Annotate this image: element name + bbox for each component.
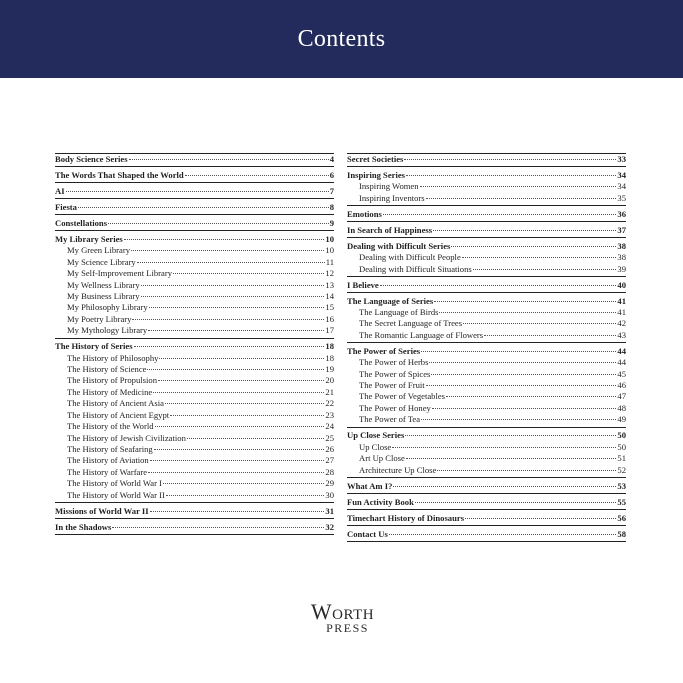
- toc-entry-title: The Power of Spices: [359, 368, 431, 379]
- dot-leader: [134, 346, 325, 347]
- dot-leader: [108, 223, 329, 224]
- toc-entry-title: Inspiring Inventors: [359, 192, 425, 203]
- toc-subentry: [347, 330, 626, 341]
- toc-page-number: 32: [325, 521, 334, 532]
- toc-page-number: 39: [617, 263, 626, 274]
- toc-page-number: 52: [617, 464, 626, 475]
- toc-entry-title: The History of World War II: [67, 489, 165, 500]
- toc-entry-title: Up Close: [359, 441, 392, 452]
- dot-leader: [137, 262, 325, 263]
- dot-leader: [158, 380, 324, 381]
- toc-page-number: 56: [617, 512, 626, 523]
- toc-entry-title: The History of Medicine: [67, 386, 153, 397]
- dot-leader: [465, 518, 616, 519]
- section-rule: [347, 541, 626, 542]
- toc-page-number: 42: [617, 318, 626, 329]
- toc-entry-title: Timechart History of Dinosaurs: [347, 512, 465, 523]
- toc-entry-title: Fun Activity Book: [347, 496, 414, 507]
- toc-page-number: 38: [617, 252, 626, 263]
- toc-section-entry: [347, 346, 626, 357]
- dot-leader: [406, 175, 616, 176]
- toc-subentry: [55, 291, 334, 302]
- toc-section-entry: [55, 234, 334, 245]
- toc-subentry: [347, 465, 626, 476]
- toc-section-entry: [55, 341, 334, 352]
- dot-leader: [147, 369, 324, 370]
- dot-leader: [389, 534, 617, 535]
- toc-page-number: 41: [617, 295, 626, 306]
- logo-rest: ORTH: [332, 607, 375, 623]
- dot-leader: [406, 458, 617, 459]
- dot-leader: [426, 385, 617, 386]
- toc-entry-title: Body Science Series: [55, 154, 128, 164]
- toc-entry-title: The History of the World: [67, 421, 154, 432]
- dot-leader: [439, 312, 616, 313]
- toc-entry-title: What Am I?: [347, 480, 393, 491]
- section-rule: [347, 427, 626, 428]
- toc-subentry: [347, 181, 626, 192]
- toc-section-entry: [347, 481, 626, 492]
- toc-section-entry: [347, 296, 626, 307]
- toc-entry-title: Fiesta: [55, 202, 77, 212]
- toc-subentry: [55, 490, 334, 501]
- toc-page-number: 50: [617, 430, 626, 441]
- dot-leader: [431, 374, 616, 375]
- toc-entry-title: Dealing with Difficult People: [359, 252, 461, 263]
- toc-subentry: [55, 421, 334, 432]
- toc-entry-title: My Self-Improvement Library: [67, 268, 173, 279]
- section-rule: [55, 502, 334, 503]
- toc-section-entry: [55, 218, 334, 229]
- dot-leader: [148, 472, 324, 473]
- toc-subentry: [55, 444, 334, 455]
- contents-header: [0, 0, 683, 78]
- toc-subentry: [347, 414, 626, 425]
- toc-subentry: [55, 314, 334, 325]
- toc-entry-title: Dealing with Difficult Series: [347, 240, 451, 251]
- dot-leader: [433, 230, 616, 231]
- section-rule: [347, 509, 626, 510]
- toc-entry-title: Architecture Up Close: [359, 464, 437, 475]
- section-rule: [347, 221, 626, 222]
- toc-entry-title: The Power of Vegetables: [359, 391, 445, 402]
- toc-page-number: 16: [325, 313, 334, 324]
- toc-page-number: 10: [325, 234, 334, 244]
- toc-subentry: [347, 391, 626, 402]
- dot-leader: [159, 358, 324, 359]
- section-rule: [347, 292, 626, 293]
- toc-page-number: 35: [617, 192, 626, 203]
- toc-entry-title: Art Up Close: [359, 453, 405, 464]
- toc-page-number: 58: [617, 528, 626, 539]
- section-rule: [347, 205, 626, 206]
- toc-page-number: 21: [325, 386, 334, 397]
- toc-page-number: 17: [325, 325, 334, 336]
- toc-column-right: [347, 153, 626, 542]
- dot-leader: [405, 435, 616, 436]
- dot-leader: [392, 447, 616, 448]
- toc-entry-title: Missions of World War II: [55, 505, 149, 516]
- toc-subentry: [55, 268, 334, 279]
- section-rule: [55, 198, 334, 199]
- toc-page-number: 38: [617, 240, 626, 251]
- section-rule: [55, 182, 334, 183]
- toc-subentry: [347, 357, 626, 368]
- dot-leader: [153, 392, 324, 393]
- toc-subentry: [55, 410, 334, 421]
- dot-leader: [187, 438, 325, 439]
- toc-page-number: 24: [325, 421, 334, 432]
- dot-leader: [446, 396, 616, 397]
- toc-entry-title: The History of Series: [55, 341, 133, 352]
- dot-leader: [426, 198, 617, 199]
- page-title: Contents: [297, 25, 386, 52]
- dot-leader: [383, 214, 617, 215]
- toc-page-number: 26: [325, 443, 334, 454]
- dot-leader: [420, 186, 617, 187]
- toc-page-number: 36: [617, 208, 626, 219]
- toc-page-number: 8: [329, 202, 334, 212]
- section-rule: [347, 493, 626, 494]
- section-rule: [55, 214, 334, 215]
- toc-entry-title: The History of Warfare: [67, 466, 148, 477]
- toc-subentry: [55, 302, 334, 313]
- toc-page-number: 10: [325, 245, 334, 256]
- dot-leader: [484, 335, 616, 336]
- toc-page-number: 41: [617, 307, 626, 318]
- dot-leader: [78, 207, 329, 208]
- toc-entry-title: The Power of Fruit: [359, 380, 425, 391]
- dot-leader: [429, 362, 616, 363]
- toc-subentry: [55, 364, 334, 375]
- toc-page-number: 18: [325, 352, 334, 363]
- toc-subentry: [347, 307, 626, 318]
- toc-page-number: 31: [325, 505, 334, 516]
- toc-section-entry: [55, 522, 334, 533]
- toc-section-entry: [347, 529, 626, 540]
- dot-leader: [463, 323, 616, 324]
- dot-leader: [149, 307, 325, 308]
- toc-entry-title: My Poetry Library: [67, 313, 132, 324]
- dot-leader: [163, 483, 324, 484]
- toc-section-entry: [347, 497, 626, 508]
- toc-page-number: 23: [325, 409, 334, 420]
- toc-entry-title: My Wellness Library: [67, 279, 140, 290]
- dot-leader: [166, 495, 325, 496]
- toc-entry-title: The History of Philosophy: [67, 352, 159, 363]
- toc-subentry: [55, 375, 334, 386]
- toc-entry-title: Dealing with Difficult Situations: [359, 263, 472, 274]
- toc-section-entry: [55, 170, 334, 181]
- toc-entry-title: My Business Library: [67, 291, 140, 302]
- toc-page-number: 11: [325, 256, 334, 267]
- toc-subentry: [347, 369, 626, 380]
- toc-entry-title: My Green Library: [67, 245, 130, 256]
- dot-leader: [150, 511, 325, 512]
- toc-entry-title: Constellations: [55, 218, 108, 228]
- dot-leader: [148, 330, 324, 331]
- toc-page-number: 37: [617, 224, 626, 235]
- toc-entry-title: The Language of Birds: [359, 307, 439, 318]
- section-rule: [347, 342, 626, 343]
- toc-entry-title: The History of Jewish Civilization: [67, 432, 186, 443]
- toc-page-number: 48: [617, 402, 626, 413]
- toc-section-entry: [347, 241, 626, 252]
- toc-section-entry: [347, 209, 626, 220]
- section-rule: [55, 230, 334, 231]
- dot-leader: [415, 502, 617, 503]
- dot-leader: [141, 296, 325, 297]
- dot-leader: [141, 285, 325, 286]
- publisher-logo: [310, 599, 375, 636]
- toc-entry-title: The History of Propulsion: [67, 375, 157, 386]
- toc-entry-title: The Words That Shaped the World: [55, 170, 184, 180]
- dot-leader: [155, 426, 325, 427]
- toc-page-number: 12: [325, 268, 334, 279]
- toc-column-left: [55, 153, 334, 535]
- dot-leader: [124, 239, 325, 240]
- toc-entry-title: The Romantic Language of Flowers: [359, 329, 484, 340]
- toc-page-number: 53: [617, 480, 626, 491]
- toc-subentry: [55, 325, 334, 336]
- toc-entry-title: The Power of Herbs: [359, 357, 429, 368]
- toc-page-number: 40: [617, 279, 626, 290]
- toc-subentry: [55, 353, 334, 364]
- toc-entry-title: In Search of Happiness: [347, 224, 433, 235]
- toc-page-number: 18: [325, 341, 334, 352]
- toc-entry-title: My Philosophy Library: [67, 302, 148, 313]
- dot-leader: [154, 449, 325, 450]
- section-rule: [347, 525, 626, 526]
- toc-page-number: 4: [329, 154, 334, 164]
- toc-entry-title: The Secret Language of Trees: [359, 318, 463, 329]
- toc-entry-title: Inspiring Women: [359, 181, 419, 192]
- logo-line-1: [310, 599, 375, 624]
- section-rule: [347, 237, 626, 238]
- toc-page-number: 34: [617, 181, 626, 192]
- toc-page-number: 46: [617, 380, 626, 391]
- toc-page-number: 7: [329, 186, 334, 196]
- toc-entry-title: The History of Seafaring: [67, 443, 153, 454]
- toc-subentry: [55, 455, 334, 466]
- toc-subentry: [347, 318, 626, 329]
- section-rule: [347, 166, 626, 167]
- section-rule: [55, 166, 334, 167]
- section-rule: [347, 276, 626, 277]
- toc-entry-title: The History of Ancient Asia: [67, 398, 164, 409]
- toc-entry-title: I Believe: [347, 279, 379, 290]
- toc-entry-title: The Power of Honey: [359, 402, 431, 413]
- section-rule: [347, 477, 626, 478]
- dot-leader: [131, 250, 324, 251]
- toc-entry-title: The History of Ancient Egypt: [67, 409, 170, 420]
- toc-entry-title: Secret Societies: [347, 154, 404, 164]
- toc-subentry: [55, 257, 334, 268]
- toc-page-number: 33: [617, 154, 626, 164]
- dot-leader: [404, 159, 616, 160]
- dot-leader: [462, 257, 617, 258]
- toc-entry-title: Up Close Series: [347, 430, 405, 441]
- dot-leader: [66, 191, 329, 192]
- dot-leader: [421, 351, 616, 352]
- logo-line-2: PRESS: [326, 621, 369, 635]
- toc-page-number: 51: [617, 453, 626, 464]
- toc-entry-title: The History of Science: [67, 364, 147, 375]
- dot-leader: [434, 301, 616, 302]
- toc-page-number: 44: [617, 345, 626, 356]
- dot-leader: [473, 269, 617, 270]
- dot-leader: [173, 273, 324, 274]
- toc-page-number: 28: [325, 466, 334, 477]
- toc-section-entry: [347, 513, 626, 524]
- toc-subentry: [55, 398, 334, 409]
- toc-page-number: 47: [617, 391, 626, 402]
- toc-entry-title: Emotions: [347, 208, 382, 219]
- toc-page-number: 49: [617, 414, 626, 425]
- toc-page-number: 29: [325, 478, 334, 489]
- dot-leader: [380, 285, 617, 286]
- toc-page-number: 45: [617, 368, 626, 379]
- dot-leader: [421, 419, 616, 420]
- toc-page-number: 22: [325, 398, 334, 409]
- toc-subentry: [347, 442, 626, 453]
- toc-page-number: 6: [329, 170, 334, 180]
- toc-entry-title: The Power of Tea: [359, 414, 421, 425]
- dot-leader: [432, 408, 617, 409]
- dot-leader: [150, 460, 325, 461]
- toc-subentry: [347, 252, 626, 263]
- dot-leader: [129, 159, 329, 160]
- toc-subentry: [55, 280, 334, 291]
- dot-leader: [132, 319, 324, 320]
- toc-entry-title: The Power of Series: [347, 345, 421, 356]
- toc-page-number: 19: [325, 364, 334, 375]
- toc-page-number: 14: [325, 291, 334, 302]
- toc-subentry: [347, 264, 626, 275]
- dot-leader: [170, 415, 324, 416]
- toc-entry-title: The Language of Series: [347, 295, 434, 306]
- toc-subentry: [347, 380, 626, 391]
- section-rule: [55, 534, 334, 535]
- toc-subentry: [55, 387, 334, 398]
- dot-leader: [451, 246, 616, 247]
- toc-section-entry: [347, 280, 626, 291]
- toc-subentry: [347, 403, 626, 414]
- toc-entry-title: My Library Series: [55, 234, 123, 244]
- toc-entry-title: In the Shadows: [55, 521, 112, 532]
- toc-page-number: 44: [617, 357, 626, 368]
- toc-section-entry: [55, 202, 334, 213]
- toc-subentry: [347, 193, 626, 204]
- toc-section-entry: [55, 154, 334, 165]
- toc-section-entry: [347, 225, 626, 236]
- toc-page-number: 34: [617, 170, 626, 180]
- toc-page-number: 13: [325, 279, 334, 290]
- toc-page-number: 9: [329, 218, 334, 228]
- toc-entry-title: My Science Library: [67, 256, 136, 267]
- toc-page-number: 27: [325, 455, 334, 466]
- toc-subentry: [55, 245, 334, 256]
- toc-subentry: [347, 453, 626, 464]
- toc-subentry: [55, 478, 334, 489]
- section-rule: [55, 518, 334, 519]
- toc-entry-title: My Mythology Library: [67, 325, 148, 336]
- dot-leader: [393, 486, 616, 487]
- toc-entry-title: Inspiring Series: [347, 170, 406, 180]
- toc-page-number: 20: [325, 375, 334, 386]
- section-rule: [55, 338, 334, 339]
- toc-section-entry: [55, 506, 334, 517]
- toc-section-entry: [347, 430, 626, 441]
- toc-subentry: [55, 433, 334, 444]
- toc-entry-title: The History of Aviation: [67, 455, 149, 466]
- toc-page-number: 15: [325, 302, 334, 313]
- toc-entry-title: The History of World War I: [67, 478, 162, 489]
- logo-initial: W: [310, 599, 333, 624]
- toc-page-number: 50: [617, 441, 626, 452]
- toc-page-number: 25: [325, 432, 334, 443]
- toc-entry-title: AI: [55, 186, 65, 196]
- dot-leader: [165, 403, 325, 404]
- toc-entry-title: Contact Us: [347, 528, 388, 539]
- toc-section-entry: [347, 154, 626, 165]
- dot-leader: [112, 527, 324, 528]
- toc-page-number: 30: [325, 489, 334, 500]
- dot-leader: [437, 470, 616, 471]
- toc-subentry: [55, 467, 334, 478]
- dot-leader: [185, 175, 329, 176]
- toc-page-number: 55: [617, 496, 626, 507]
- toc-section-entry: [347, 170, 626, 181]
- toc-page-number: 43: [617, 329, 626, 340]
- toc-section-entry: [55, 186, 334, 197]
